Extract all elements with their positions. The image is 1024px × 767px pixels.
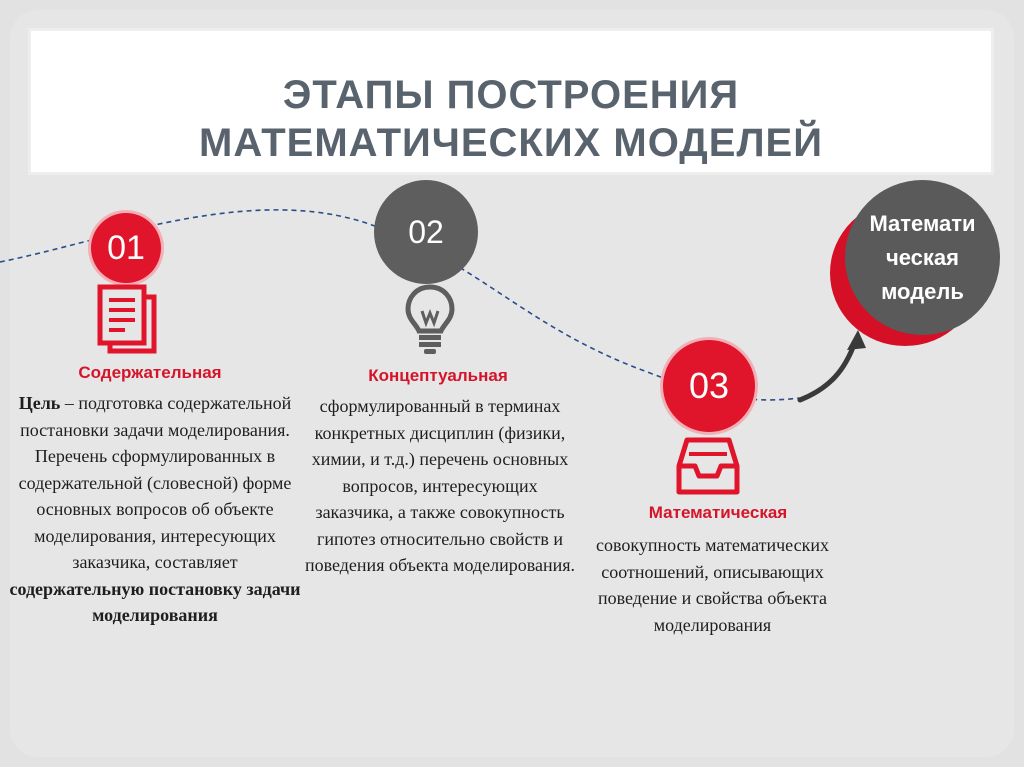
stage-03-description: совокупность математических соотношений, описывающих поведение и свойства объекта моделирования [596, 535, 829, 635]
stage-03-title: Математическая [648, 503, 788, 522]
arrow-curve [800, 342, 855, 400]
stage-01-number: 01 [107, 228, 145, 267]
stage-01-desc-main: – подготовка содержательной постановки задачи моделирования. Перечень сформулированных в содержательной (словесной) форме основных вопросов об объекте моделирования, интересующих заказчика, составляет [18, 393, 292, 572]
stage-01-desc-bold: содержательную постановку задачи моделирования [9, 578, 301, 625]
stage-03-badge [663, 340, 755, 432]
stage-02-title: Концептуальная [368, 366, 508, 385]
stage-02-badge [374, 180, 478, 284]
stage-01-description [5, 390, 305, 629]
result-circle: Математи ческая модель [845, 180, 1000, 335]
lightbulb-icon [404, 283, 456, 355]
stage-01-desc-lead: Цель [18, 393, 61, 413]
stage-02-description: сформулированный в терминах конкретных дисциплин (физики, химии, и т.д.) перечень основных вопросов, интересующих заказчика, а также совокупность гипотез относительно свойств и поведения объекта моделирования. [305, 396, 575, 575]
stage-01-title: Содержательная [78, 363, 222, 382]
document-icon [97, 284, 157, 354]
slide-title: ЭТАПЫ ПОСТРОЕНИЯ МАТЕМАТИЧЕСКИХ МОДЕЛЕЙ [199, 73, 823, 165]
stage-02-number: 02 [408, 213, 444, 250]
stage-03-number: 03 [688, 365, 730, 406]
inbox-tray-icon [675, 436, 741, 496]
stage-01-badge [91, 213, 161, 283]
